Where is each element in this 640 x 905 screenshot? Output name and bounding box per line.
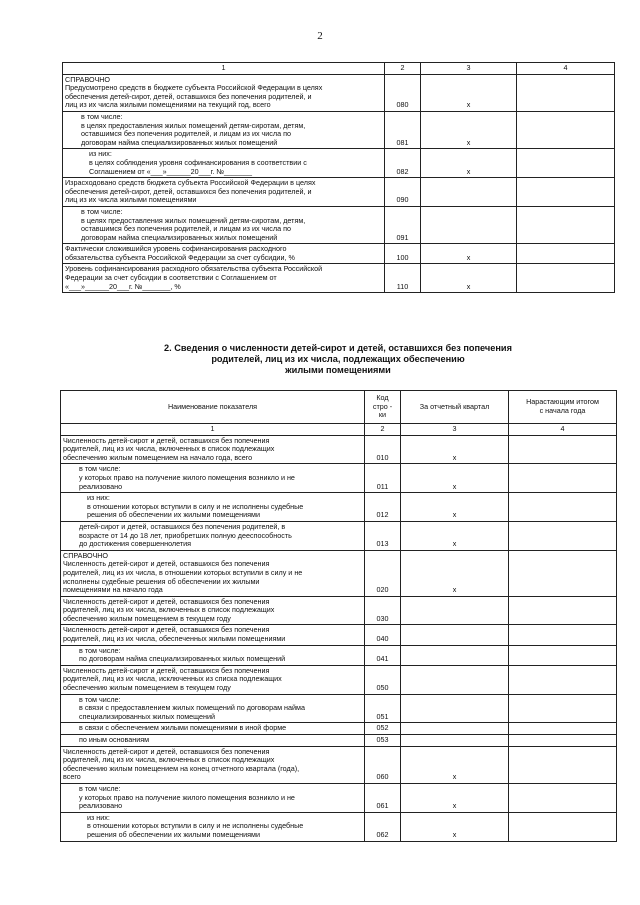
table-row [61, 723, 617, 735]
indicator-name-line: в отношении которых вступили в силу и не исполнены судебные [87, 501, 304, 511]
table-row [63, 264, 615, 293]
indicator-name [61, 783, 365, 812]
indicator-name-line: Соглашением от «___»______20___г. №_______ [89, 166, 253, 176]
row-code: 081 [385, 111, 421, 148]
row-code: 051 [365, 694, 401, 723]
cumulative-value [509, 812, 617, 841]
indicator-name-line: решения об обеспечении их жилыми помещениями [87, 829, 260, 839]
row-code: 061 [365, 783, 401, 812]
indicator-name [63, 264, 385, 293]
quarter-value: x [401, 521, 509, 550]
indicator-name-line: лиц из их числа жилыми помещениями на текущий год, всего [65, 100, 271, 110]
cumulative-value [517, 111, 615, 148]
indicator-name-line: у которых право на получение жилого помещения возникло и не [79, 792, 295, 802]
cumulative-value [509, 735, 617, 747]
col-num-2: 2 [385, 63, 421, 75]
col-num-3: 3 [401, 424, 509, 436]
indicator-name-line: по договорам найма специализированных жилых помещений [79, 654, 286, 664]
indicator-name-line: обеспечения детей-сирот, детей, оставшихся без попечения родителей, и [65, 186, 312, 196]
indicator-name [63, 178, 385, 207]
indicator-name [63, 149, 385, 178]
table-row [63, 206, 615, 243]
table-row [61, 783, 617, 812]
table-row [61, 746, 617, 783]
cumulative-value [509, 493, 617, 522]
table-row [63, 244, 615, 264]
cumulative-value [509, 625, 617, 645]
row-code: 080 [385, 74, 421, 111]
row-code: 012 [365, 493, 401, 522]
indicator-name-line: всего [63, 772, 81, 782]
table-row [63, 111, 615, 148]
quarter-value [401, 735, 509, 747]
indicator-name-line: СПРАВОЧНО [65, 74, 111, 84]
indicator-name-line: до достижения совершеннолетия [79, 539, 192, 549]
cumulative-value [509, 746, 617, 783]
indicator-name [61, 735, 365, 747]
indicator-name-line: Предусмотрено средств в бюджете субъекта Российской Федерации в целях [65, 83, 323, 93]
quarter-value [401, 665, 509, 694]
col-num-4: 4 [517, 63, 615, 75]
table-row [63, 74, 615, 111]
indicator-name-line: Численность детей-сирот и детей, оставшихся без попечения [63, 625, 270, 635]
cumulative-value [509, 665, 617, 694]
indicator-name [61, 596, 365, 625]
table-row [63, 178, 615, 207]
indicator-name-line: Численность детей-сирот и детей, оставшихся без попечения [63, 596, 270, 606]
indicator-name-line: родителей, лиц из их числа, в отношении которых вступили в силу и не [63, 567, 303, 577]
header-indicator-name: Наименование показателя [61, 391, 365, 424]
indicator-name [61, 645, 365, 665]
indicator-name [61, 493, 365, 522]
table-row [61, 521, 617, 550]
indicator-name-line: обеспечению жилым помещением в текущем году [63, 613, 231, 623]
indicator-name-line: обеспечению жилым помещением на конец отчетного квартала (года), [63, 763, 300, 773]
cumulative-value [509, 550, 617, 596]
quarter-value: x [421, 149, 517, 178]
indicator-name-line: в том числе: [79, 645, 121, 655]
cumulative-value [509, 521, 617, 550]
table-row [61, 464, 617, 493]
table-row [61, 694, 617, 723]
row-code: 090 [385, 178, 421, 207]
indicator-name-line: Численность детей-сирот и детей, оставшихся без попечения [63, 559, 270, 569]
row-code: 050 [365, 665, 401, 694]
cumulative-value [509, 435, 617, 464]
indicator-name-line: в целях предоставления жилых помещений детям-сиротам, детям, [81, 120, 306, 130]
indicator-name-line: у которых право на получение жилого помещения возникло и не [79, 472, 295, 482]
indicator-name [63, 206, 385, 243]
indicator-name-line: родителей, лиц из их числа, обеспеченных жилыми помещениями [63, 634, 286, 644]
indicator-name-line: лиц из их числа жилыми помещениями [65, 195, 197, 205]
indicator-name-line: решения об обеспечении их жилыми помещениями [87, 510, 260, 520]
indicator-name-line: возрасте от 14 до 18 лет, приобретших полную дееспособность [79, 530, 292, 540]
indicator-name-line: специализированных жилых помещений [79, 711, 215, 721]
quarter-value: x [401, 550, 509, 596]
header-row-code-line: Код [376, 393, 389, 403]
indicator-name-line: Уровень софинансирования расходного обязательства субъекта Российской [65, 264, 323, 274]
row-code: 030 [365, 596, 401, 625]
quarter-value [401, 625, 509, 645]
indicator-name-line: договорам найма специализированных жилых помещений [81, 232, 278, 242]
cumulative-value [509, 645, 617, 665]
header-quarter: За отчетный квартал [401, 391, 509, 424]
indicator-name-line: обязательства субъекта Российской Федерации за счет субсидии, % [65, 252, 295, 262]
indicator-name-line: из них: [87, 812, 110, 822]
header-cumulative [509, 391, 617, 424]
row-code: 091 [385, 206, 421, 243]
indicator-name-line: обеспечению жилым помещением на начало года, всего [63, 452, 253, 462]
row-code: 040 [365, 625, 401, 645]
indicator-name-line: Федерации за счет субсидии в соответствии с Соглашением от [65, 273, 277, 283]
table-row [61, 735, 617, 747]
indicator-name-line: оставшимся без попечения родителей, и лицам из их числа по [81, 129, 291, 139]
col-num-1: 1 [63, 63, 385, 75]
indicator-name [61, 521, 365, 550]
table-row [61, 493, 617, 522]
row-code: 110 [385, 264, 421, 293]
section-2-title-line: жилыми помещениями [285, 365, 391, 375]
indicator-name-line: в том числе: [79, 694, 121, 704]
indicator-name-line: в том числе: [79, 464, 121, 474]
row-code: 011 [365, 464, 401, 493]
row-code: 020 [365, 550, 401, 596]
indicator-name-line: в связи с предоставлением жилых помещений по договорам найма [79, 703, 305, 713]
indicator-name-line: в целях предоставления жилых помещений детям-сиротам, детям, [81, 215, 306, 225]
row-code: 062 [365, 812, 401, 841]
cumulative-value [517, 244, 615, 264]
row-code: 041 [365, 645, 401, 665]
indicator-name-line: помещениями на начало года [63, 585, 163, 595]
cumulative-value [517, 149, 615, 178]
table-row [61, 596, 617, 625]
indicator-name-line: оставшимся без попечения родителей, и лицам из их числа по [81, 224, 291, 234]
indicator-name [61, 694, 365, 723]
table-row [63, 149, 615, 178]
section-2-title-line: 2. Сведения о численности детей-сирот и детей, оставшихся без попечения [164, 343, 512, 353]
indicator-name [61, 435, 365, 464]
header-row-code-line: ки [378, 410, 387, 420]
col-num-1: 1 [61, 424, 365, 436]
cumulative-value [517, 74, 615, 111]
cumulative-value [509, 723, 617, 735]
header-cumulative-line: с начала года [539, 406, 586, 415]
column-number-row [61, 424, 617, 436]
cumulative-value [517, 178, 615, 207]
header-row [61, 391, 617, 424]
row-code: 100 [385, 244, 421, 264]
table-row [61, 435, 617, 464]
quarter-value [421, 206, 517, 243]
indicator-name [61, 464, 365, 493]
cumulative-value [509, 694, 617, 723]
quarter-value [401, 645, 509, 665]
row-code: 013 [365, 521, 401, 550]
indicator-name-line: в связи с обеспечением жилыми помещениями в иной форме [79, 723, 287, 733]
indicator-name-line: в том числе: [81, 206, 123, 216]
table-row [61, 812, 617, 841]
row-code: 010 [365, 435, 401, 464]
row-code: 052 [365, 723, 401, 735]
cumulative-value [509, 464, 617, 493]
quarter-value: x [401, 783, 509, 812]
quarter-value: x [421, 244, 517, 264]
cumulative-value [517, 264, 615, 293]
table-row [61, 665, 617, 694]
quarter-value [401, 694, 509, 723]
table-row [61, 645, 617, 665]
table-row [61, 550, 617, 596]
indicator-name-line: реализовано [79, 481, 123, 491]
indicator-name-line: в целях соблюдения уровня софинансирования в соответствии с [89, 157, 307, 167]
indicator-name [61, 625, 365, 645]
indicator-name-line: реализовано [79, 801, 123, 811]
row-code: 053 [365, 735, 401, 747]
indicator-name [61, 665, 365, 694]
indicator-name-line: Фактически сложившийся уровень софинансирования расходного [65, 244, 287, 254]
indicator-name-line: родителей, лиц из их числа, включенных в список подлежащих [63, 605, 275, 615]
indicator-name [61, 746, 365, 783]
indicator-name-line: по иным основаниям [79, 735, 150, 744]
table-row [61, 625, 617, 645]
indicator-name-line: в том числе: [81, 111, 123, 121]
quarter-value [421, 178, 517, 207]
column-number-row [63, 63, 615, 75]
page-number: 2 [317, 30, 323, 42]
quarter-value: x [401, 493, 509, 522]
quarter-value: x [421, 264, 517, 293]
cumulative-value [509, 783, 617, 812]
indicator-name-line: СПРАВОЧНО [63, 550, 109, 560]
quarter-value [401, 596, 509, 625]
indicator-name-line: договорам найма специализированных жилых помещений [81, 137, 278, 147]
children-count-table [60, 390, 617, 842]
indicator-name [63, 111, 385, 148]
indicator-name-line: в отношении которых вступили в силу и не исполнены судебные [87, 821, 304, 831]
quarter-value: x [421, 111, 517, 148]
row-code: 082 [385, 149, 421, 178]
indicator-name [63, 244, 385, 264]
col-num-4: 4 [509, 424, 617, 436]
section-2-title-line: родителей, лиц из их числа, подлежащих обеспечению [211, 354, 465, 364]
quarter-value: x [401, 435, 509, 464]
header-cumulative-line: Нарастающим итогом [526, 397, 599, 407]
indicator-name [61, 723, 365, 735]
indicator-name-line: родителей, лиц из их числа, включенных в список подлежащих [63, 444, 275, 454]
header-row-code-line: стро - [372, 401, 393, 411]
indicator-name-line: исполнены судебные решения об обеспечении их жилыми [63, 576, 260, 586]
row-code: 060 [365, 746, 401, 783]
indicator-name-line: в том числе: [79, 783, 121, 793]
indicator-name-line: из них: [89, 149, 112, 159]
quarter-value: x [401, 464, 509, 493]
indicator-name-line: обеспечению жилым помещением в текущем году [63, 683, 231, 693]
cumulative-value [517, 206, 615, 243]
indicator-name-line: детей-сирот и детей, оставшихся без попечения родителей, в [79, 521, 286, 531]
funding-table [62, 62, 615, 293]
indicator-name [61, 550, 365, 596]
indicator-name-line: Численность детей-сирот и детей, оставшихся без попечения [63, 435, 270, 445]
cumulative-value [509, 596, 617, 625]
indicator-name-line: обеспечения детей-сирот, детей, оставшихся без попечения родителей, и [65, 91, 312, 101]
quarter-value: x [421, 74, 517, 111]
col-num-2: 2 [365, 424, 401, 436]
indicator-name [61, 812, 365, 841]
indicator-name-line: Численность детей-сирот и детей, оставшихся без попечения [63, 746, 270, 756]
indicator-name-line: родителей, лиц из их числа, исключенных из списка подлежащих [63, 674, 282, 684]
quarter-value: x [401, 746, 509, 783]
indicator-name-line: Израсходовано средств бюджета субъекта Российской Федерации в целях [65, 178, 316, 188]
section-2-title [60, 343, 616, 376]
indicator-name-line: из них: [87, 493, 110, 503]
quarter-value [401, 723, 509, 735]
indicator-name-line: «___»______20___г. №_______, % [65, 281, 181, 291]
indicator-name-line: Численность детей-сирот и детей, оставшихся без попечения [63, 665, 270, 675]
indicator-name-line: родителей, лиц из их числа, включенных в список подлежащих [63, 755, 275, 765]
col-num-3: 3 [421, 63, 517, 75]
quarter-value: x [401, 812, 509, 841]
indicator-name [63, 74, 385, 111]
header-row-code [365, 391, 401, 424]
